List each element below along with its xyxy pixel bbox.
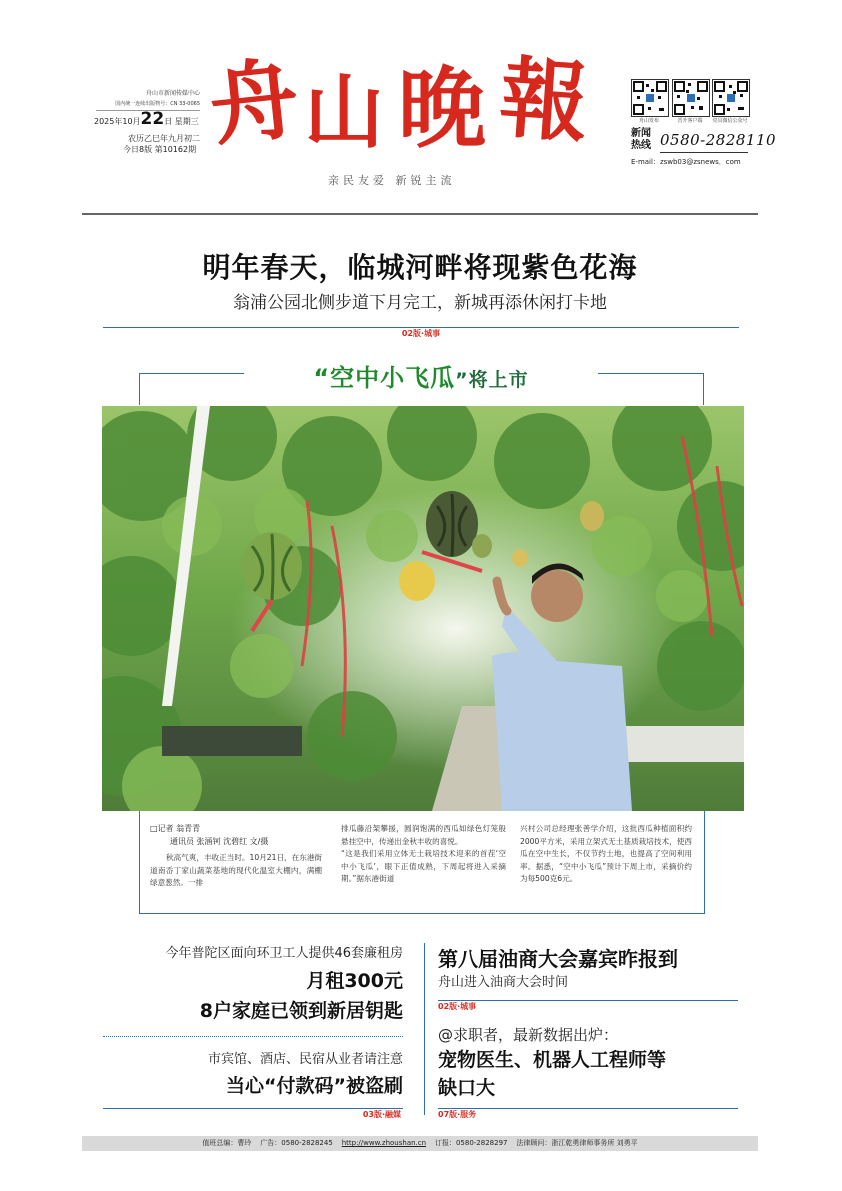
byline: 通讯员 张涵钶 沈碧红 文/摄 bbox=[170, 836, 269, 846]
left-headline-3[interactable]: 当心“付款码”被盗刷 bbox=[226, 1075, 403, 1097]
article-col-1 bbox=[150, 823, 322, 890]
qr-caption: 党员微信公众号 bbox=[712, 118, 748, 124]
footer-bar bbox=[82, 1136, 758, 1151]
qr-code-icon[interactable] bbox=[712, 79, 750, 117]
section-rule bbox=[438, 1108, 738, 1109]
dotted-divider bbox=[103, 1036, 403, 1037]
publisher-note: 国内统一连续出版物号：CN 33-0065 bbox=[115, 101, 200, 107]
title-rule-right bbox=[598, 373, 703, 374]
feature-title[interactable]: “空中小飞瓜”将上市 bbox=[313, 364, 529, 392]
title-rule-left-v bbox=[139, 373, 140, 405]
right-kicker-2: @求职者，最新数据出炉： bbox=[438, 1026, 619, 1044]
hotline-number[interactable]: 0580-2828110 bbox=[660, 131, 777, 149]
qr-caption: 舟山发布 bbox=[638, 118, 659, 124]
qr-code-icon[interactable] bbox=[672, 79, 710, 117]
footer-ad: 广告：0580-2828245 bbox=[260, 1139, 333, 1147]
article-col-2: 排瓜藤沿架攀援，圆润饱满的西瓜如绿色灯笼般悬挂空中，传递出金秋丰收的喜悦。 “这是我们采用立体无土栽培技术迎来的首茬‘空中小飞瓜’，眼下正值成熟，下周起将进入采摘期。”据东港街道 bbox=[341, 824, 506, 883]
lead-headline[interactable]: 明年春天，临城河畔将现紫色花海 bbox=[202, 251, 638, 284]
logo-char: 舟 bbox=[204, 45, 304, 159]
right-sub-1: 舟山进入油商大会时间 bbox=[438, 975, 569, 990]
section-tag-wrap bbox=[438, 994, 482, 1013]
publisher-name: 舟山市新闻传媒中心 bbox=[145, 90, 200, 97]
masthead-rule bbox=[82, 213, 758, 215]
title-rule-left bbox=[139, 373, 244, 374]
lead-subheadline: 翁浦公园北侧步道下月完工，新城再添休闲打卡地 bbox=[233, 293, 607, 313]
section-tag[interactable]: 03版·融媒 bbox=[357, 1110, 403, 1119]
right-headline-2b[interactable]: 缺口大 bbox=[438, 1077, 496, 1099]
article-col-3: 兴村公司总经理张善学介绍，这批西瓜种植面积约2000平方米，采用立架式无土基质栽培技术，使西瓜在空中生长，不仅节约土地，也提高了空间利用率。据悉，“空中小飞瓜”预计下周上市，采摘价约为每500克6元。 bbox=[520, 824, 692, 883]
hotline-underline bbox=[660, 152, 748, 153]
feature-photo bbox=[102, 406, 744, 811]
pages-info: 今日8版 第10162期 bbox=[123, 145, 197, 154]
section-tag-wrap bbox=[103, 1102, 403, 1121]
slogan: 亲民友爱 新锐主流 bbox=[328, 174, 456, 187]
byline: □记者 翁青青 bbox=[150, 824, 201, 833]
left-headline-1[interactable]: 月租300元 bbox=[306, 970, 403, 992]
email-address[interactable]: E-mail：zswb03@zsnews．com bbox=[631, 158, 741, 166]
hotline-label: 新闻 热线 bbox=[631, 128, 651, 151]
left-headline-2[interactable]: 8户家庭已领到新居钥匙 bbox=[199, 1000, 403, 1022]
section-rule bbox=[438, 1000, 738, 1001]
footer-duty-editor: 值班总编：曹玲 bbox=[202, 1139, 252, 1147]
logo-char: 晚 bbox=[398, 56, 487, 160]
title-rule-right-v bbox=[703, 373, 704, 405]
footer-legal: 法律顾问：浙江乾勇律师事务所 刘勇平 bbox=[516, 1139, 638, 1147]
lunar-date: 农历乙巳年九月初二 bbox=[128, 134, 200, 143]
footer-subscribe: 订报：0580-2828297 bbox=[434, 1139, 508, 1147]
left-kicker: 今年普陀区面向环卫工人提供46套廉租房 bbox=[165, 946, 403, 961]
section-tag[interactable]: 07版·服务 bbox=[438, 1110, 482, 1119]
logo-char: 山 bbox=[304, 65, 384, 159]
qr-code-icon[interactable] bbox=[631, 79, 669, 117]
right-headline-2a[interactable]: 宠物医生、机器人工程师等 bbox=[438, 1049, 667, 1071]
section-tag-wrap bbox=[438, 1102, 482, 1121]
qr-caption: 晋升客户端 bbox=[677, 118, 703, 124]
article-text: 秋高气爽，丰收正当时。10月21日，在东港街道南岙丁家山蔬菜基地的现代化温室大棚内，满棚绿意葱然。一排 bbox=[150, 853, 323, 887]
issue-date: 2025年10月22日 星期三 bbox=[94, 109, 199, 129]
left-kicker-2: 市宾馆、酒店、民宿从业者请注意 bbox=[207, 1052, 403, 1067]
section-tag[interactable]: 02版·城事 bbox=[438, 1002, 482, 1011]
section-tag[interactable]: 02版·城事 bbox=[396, 329, 446, 338]
logo-char: 報 bbox=[496, 45, 592, 155]
right-headline-1[interactable]: 第八届油商大会嘉宾昨报到 bbox=[438, 947, 678, 971]
section-tag-wrap bbox=[103, 321, 739, 340]
footer-url-link[interactable]: http://www.zhoushan.cn bbox=[341, 1139, 427, 1147]
column-divider bbox=[424, 943, 425, 1115]
